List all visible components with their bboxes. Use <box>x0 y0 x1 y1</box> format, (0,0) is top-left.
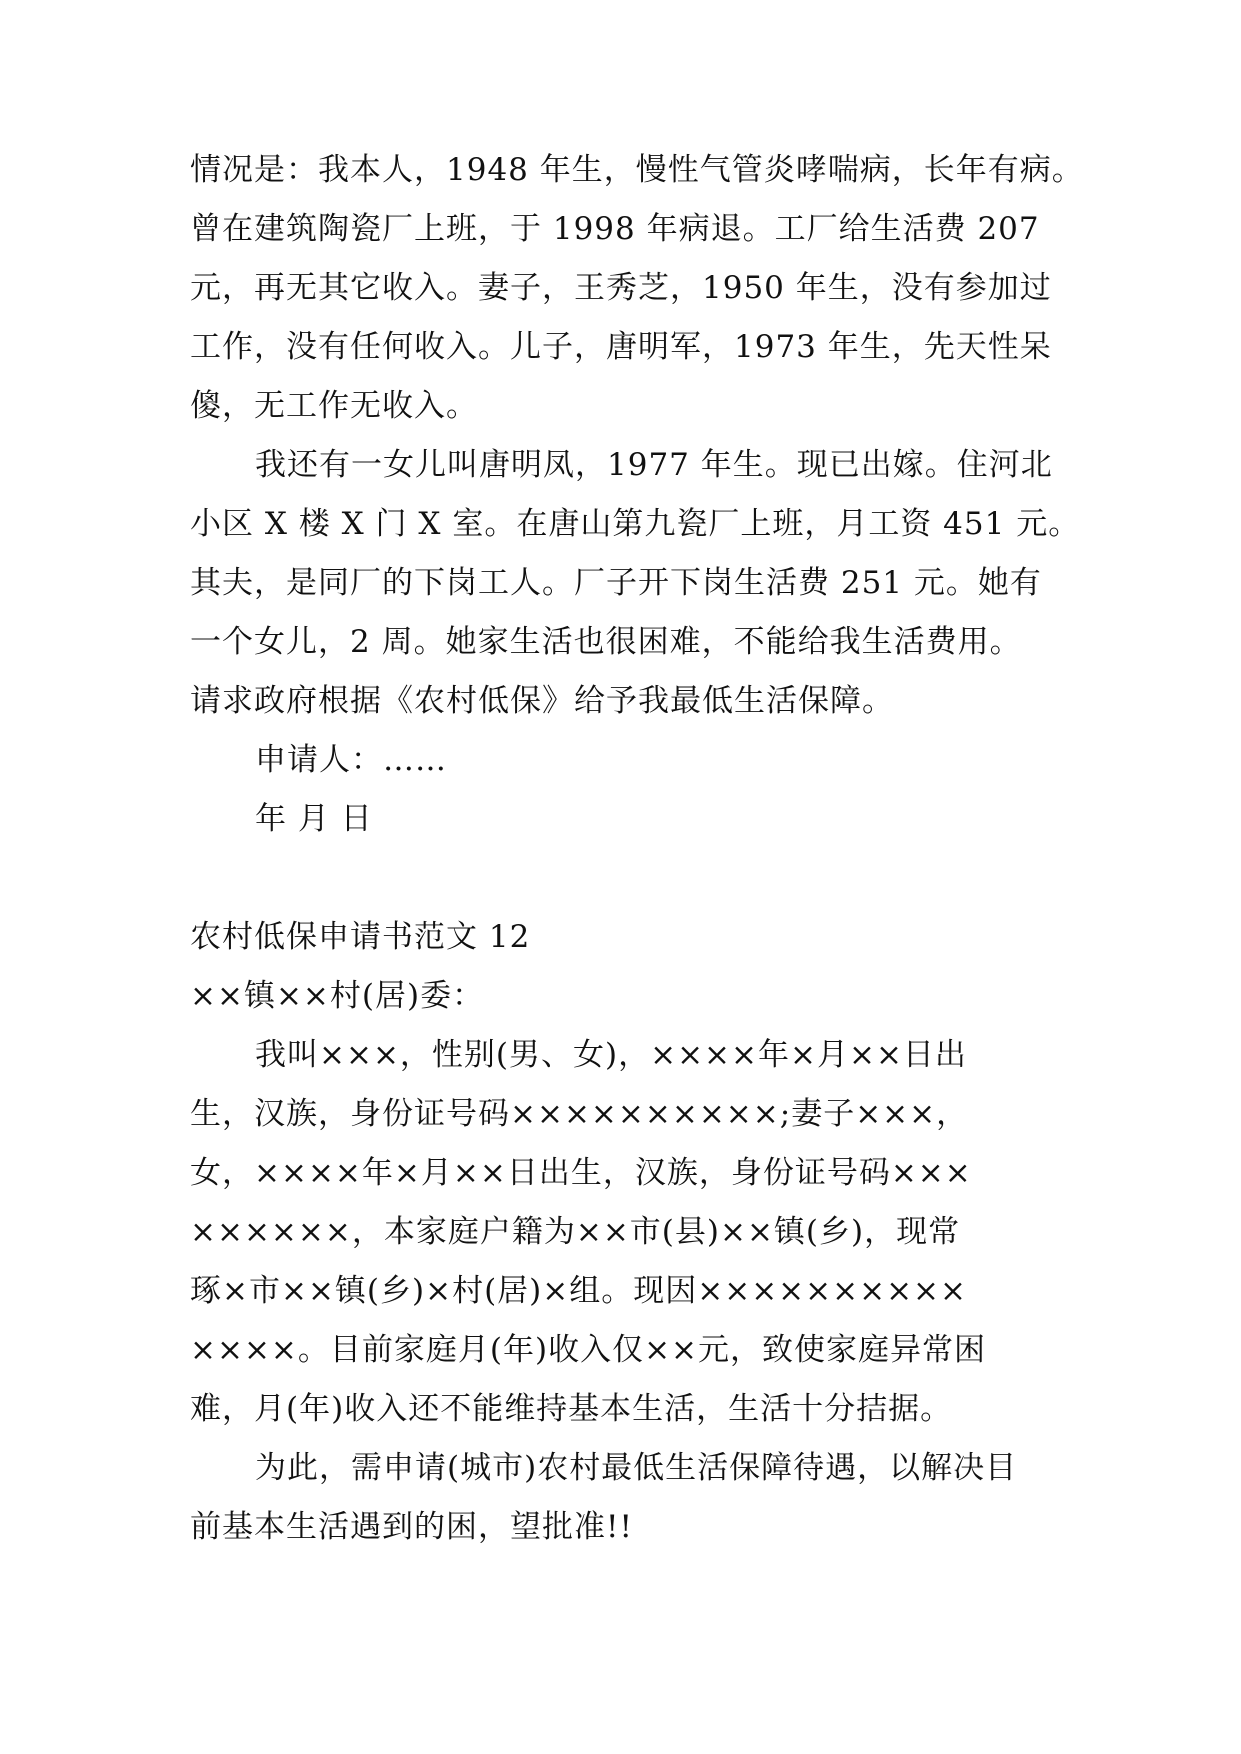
paragraph-line: 琢×市××镇(乡)×村(居)×组。现因×××××××××× <box>190 1273 967 1309</box>
applicant-signature: 申请人：…… <box>255 742 447 778</box>
paragraph-line: 其夫，是同厂的下岗工人。厂子开下岗生活费 251 元。她有 <box>190 565 1042 601</box>
paragraph-line: 小区 X 楼 X 门 X 室。在唐山第九瓷厂上班，月工资 451 元。 <box>190 506 1081 542</box>
paragraph-line: 前基本生活遇到的困，望批准!! <box>190 1509 633 1545</box>
paragraph-line: 我还有一女儿叫唐明凤，1977 年生。现已出嫁。住河北 <box>255 447 1053 483</box>
paragraph-line: 难，月(年)收入还不能维持基本生活，生活十分拮据。 <box>190 1391 953 1427</box>
paragraph-line: 元，再无其它收入。妻子，王秀芝，1950 年生，没有参加过 <box>190 270 1052 306</box>
paragraph-line: 生，汉族，身份证号码××××××××××;妻子×××， <box>190 1096 969 1132</box>
signature-date: 年 月 日 <box>255 801 373 837</box>
paragraph-line: 曾在建筑陶瓷厂上班，于 1998 年病退。工厂给生活费 207 <box>190 211 1040 247</box>
paragraph-line: 我叫×××，性别(男、女)，××××年×月××日出 <box>255 1037 967 1073</box>
paragraph-line: 情况是：我本人，1948 年生，慢性气管炎哮喘病，长年有病。 <box>190 152 1084 188</box>
paragraph-line: 女，××××年×月××日出生，汉族，身份证号码××× <box>190 1155 972 1191</box>
paragraph-line: 傻，无工作无收入。 <box>190 388 478 424</box>
salutation: ××镇××村(居)委： <box>190 978 485 1014</box>
paragraph-line: 一个女儿，2 周。她家生活也很困难，不能给我生活费用。 <box>190 624 1022 660</box>
section-title: 农村低保申请书范文 12 <box>190 919 531 955</box>
paragraph-line: 工作，没有任何收入。儿子，唐明军，1973 年生，先天性呆 <box>190 329 1052 365</box>
paragraph-line: ××××××，本家庭户籍为××市(县)××镇(乡)，现常 <box>190 1214 961 1250</box>
paragraph-line: 请求政府根据《农村低保》给予我最低生活保障。 <box>190 683 894 719</box>
paragraph-line: ××××。目前家庭月(年)收入仅××元，致使家庭异常困 <box>190 1332 987 1368</box>
paragraph-line: 为此，需申请(城市)农村最低生活保障待遇，以解决目 <box>255 1450 1018 1486</box>
